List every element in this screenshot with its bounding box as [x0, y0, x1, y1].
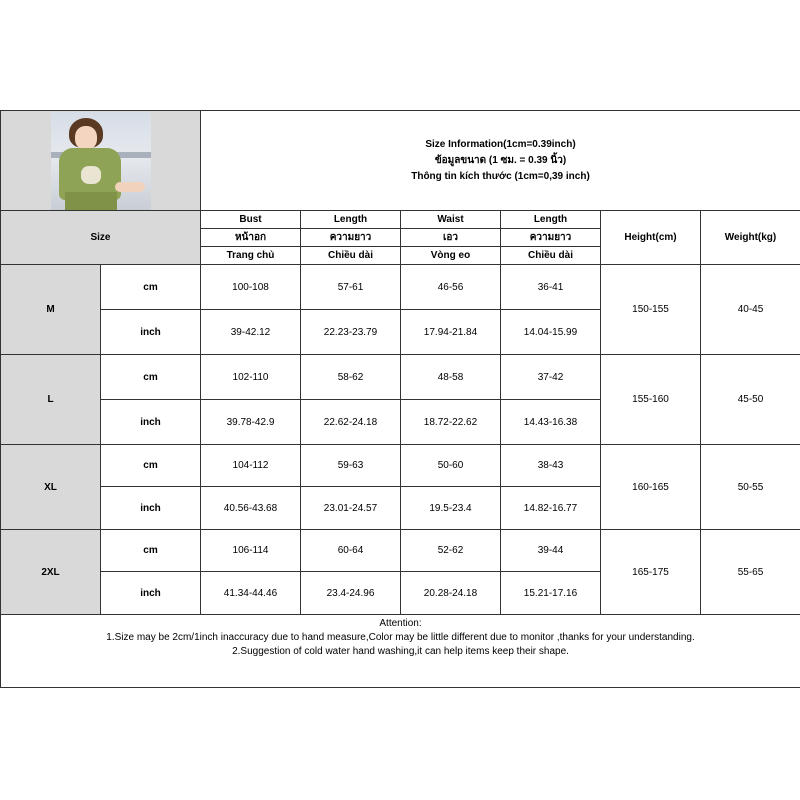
table-row	[1, 530, 800, 572]
measurement-value: 48-58	[401, 355, 501, 400]
attention-notes	[1, 615, 800, 688]
column-header-th: หน้าอก	[201, 229, 301, 247]
measurement-value: 41.34-44.46	[201, 572, 301, 615]
measurement-value: 23.4-24.96	[301, 572, 401, 615]
column-header-en: Bust	[201, 211, 301, 229]
measurement-value: 39.78-42.9	[201, 400, 301, 445]
weight-value: 45-50	[701, 355, 800, 445]
measurement-value: 39-42.12	[201, 310, 301, 355]
size-information-title	[201, 111, 800, 211]
measurement-value: 52-62	[401, 530, 501, 572]
measurement-value: 106-114	[201, 530, 301, 572]
column-header-en: Length	[501, 211, 601, 229]
unit-label-inch: inch	[101, 572, 201, 615]
measurement-value: 102-110	[201, 355, 301, 400]
height-heading: Height(cm)	[601, 211, 701, 265]
measurement-value: 17.94-21.84	[401, 310, 501, 355]
attention-note-line: 2.Suggestion of cold water hand washing,it can help items keep their shape.	[232, 646, 569, 657]
column-header-vi: Vòng eo	[401, 247, 501, 265]
measurement-value: 38-43	[501, 445, 601, 487]
measurement-value: 14.04-15.99	[501, 310, 601, 355]
column-header-vi: Trang chủ	[201, 247, 301, 265]
column-header-th: ความยาว	[501, 229, 601, 247]
measurement-value: 19.5-23.4	[401, 487, 501, 530]
column-header-row	[1, 211, 800, 229]
product-photo	[51, 112, 151, 210]
measurement-value: 36-41	[501, 265, 601, 310]
measurement-value: 40.56-43.68	[201, 487, 301, 530]
measurement-value: 37-42	[501, 355, 601, 400]
header-row	[1, 111, 800, 211]
measurement-value: 23.01-24.57	[301, 487, 401, 530]
column-header-en: Waist	[401, 211, 501, 229]
unit-label-cm: cm	[101, 445, 201, 487]
measurement-value: 58-62	[301, 355, 401, 400]
attention-title: Attention:	[379, 618, 422, 629]
unit-label-cm: cm	[101, 355, 201, 400]
measurement-value: 60-64	[301, 530, 401, 572]
unit-label-inch: inch	[101, 487, 201, 530]
product-photo-cell	[1, 111, 201, 211]
column-header-vi: Chiều dài	[301, 247, 401, 265]
table-row	[1, 265, 800, 310]
size-table	[0, 110, 800, 688]
measurement-value: 22.62-24.18	[301, 400, 401, 445]
measurement-value: 39-44	[501, 530, 601, 572]
measurement-value: 15.21-17.16	[501, 572, 601, 615]
height-value: 155-160	[601, 355, 701, 445]
weight-value: 55-65	[701, 530, 800, 615]
column-header-vi: Chiều dài	[501, 247, 601, 265]
size-label: XL	[1, 445, 101, 530]
height-value: 160-165	[601, 445, 701, 530]
column-header-th: เอว	[401, 229, 501, 247]
measurement-value: 14.82-16.77	[501, 487, 601, 530]
title-line-vi: Thông tin kích thước (1cm=0,39 inch)	[411, 170, 590, 182]
unit-label-inch: inch	[101, 400, 201, 445]
size-chart	[0, 110, 800, 690]
height-value: 150-155	[601, 265, 701, 355]
measurement-value: 22.23-23.79	[301, 310, 401, 355]
column-header-th: ความยาว	[301, 229, 401, 247]
attention-note-line: 1.Size may be 2cm/1inch inaccuracy due to hand measure,Color may be little different due to monitor ,thanks for your understanding.	[106, 632, 695, 643]
table-row	[1, 355, 800, 400]
unit-label-cm: cm	[101, 265, 201, 310]
notes-row	[1, 615, 800, 688]
weight-value: 50-55	[701, 445, 800, 530]
unit-label-cm: cm	[101, 530, 201, 572]
weight-value: 40-45	[701, 265, 800, 355]
title-line-th: ข้อมูลขนาด (1 ซม. = 0.39 นิ้ว)	[434, 154, 567, 166]
measurement-value: 46-56	[401, 265, 501, 310]
height-value: 165-175	[601, 530, 701, 615]
title-line-en: Size Information(1cm=0.39inch)	[425, 138, 576, 150]
measurement-value: 100-108	[201, 265, 301, 310]
measurement-value: 50-60	[401, 445, 501, 487]
size-label: 2XL	[1, 530, 101, 615]
size-label: M	[1, 265, 101, 355]
unit-label-inch: inch	[101, 310, 201, 355]
measurement-value: 20.28-24.18	[401, 572, 501, 615]
measurement-value: 57-61	[301, 265, 401, 310]
size-heading: Size	[1, 211, 201, 265]
measurement-value: 18.72-22.62	[401, 400, 501, 445]
measurement-value: 14.43-16.38	[501, 400, 601, 445]
column-header-en: Length	[301, 211, 401, 229]
table-row	[1, 445, 800, 487]
size-label: L	[1, 355, 101, 445]
measurement-value: 104-112	[201, 445, 301, 487]
measurement-value: 59-63	[301, 445, 401, 487]
weight-heading: Weight(kg)	[701, 211, 800, 265]
